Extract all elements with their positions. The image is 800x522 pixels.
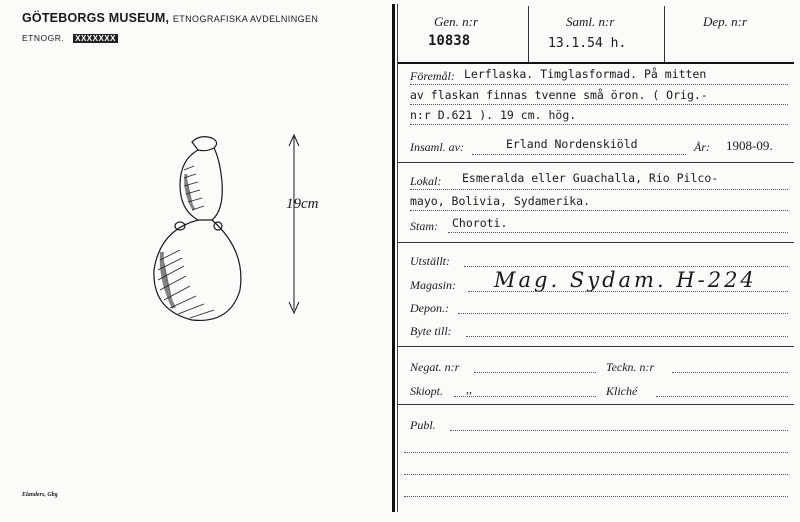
lokal-dots-1 (410, 189, 788, 190)
printer-mark: Elanders, Gbg (22, 492, 58, 498)
lokal-line-1: Esmeralda eller Guachalla, Rio Pilco- (462, 171, 719, 185)
publ-dots-2 (404, 452, 788, 453)
byte-dots (466, 336, 788, 337)
rule-top (398, 62, 794, 64)
measure-label: 19cm (286, 196, 319, 212)
skiopt-dots (454, 396, 596, 397)
rule-insaml (398, 162, 794, 163)
utstallt-label: Utställt: (410, 254, 451, 268)
stam-label: Stam: (410, 219, 438, 233)
depon-label: Depon.: (410, 301, 449, 315)
insaml-dots (472, 154, 686, 155)
etnogr-mark: XXXXXXX (75, 34, 116, 43)
rule-negat (398, 404, 794, 405)
foremal-line-1: Lerflaska. Timglasformad. På mitten (464, 67, 707, 81)
museum-name: GÖTEBORGS MUSEUM, (22, 11, 170, 25)
card-divider (392, 4, 395, 512)
lokal-dots-2 (410, 210, 788, 211)
card-divider-thin (397, 4, 398, 512)
etnogr-label: ETNOGR. (22, 33, 65, 43)
utstallt-dots (464, 266, 788, 267)
publ-dots-1 (450, 430, 788, 431)
number-col-sep-1 (528, 6, 529, 62)
byte-label: Byte till: (410, 324, 452, 338)
skiopt-ditto: ,, (466, 382, 472, 396)
measure-arrow (284, 132, 304, 316)
lokal-label: Lokal: (410, 174, 442, 188)
vessel-shading (158, 166, 214, 318)
ar-label: År: (694, 140, 710, 154)
negat-dots (474, 372, 596, 373)
foremal-line-3: n:r D.621 ). 19 cm. hög. (410, 108, 577, 122)
dep-nr-label: Dep. n:r (703, 14, 748, 29)
saml-nr-value: 13.1.54 h. (548, 36, 627, 51)
negat-label: Negat. n:r (410, 360, 460, 374)
skiopt-label: Skiopt. (410, 384, 443, 398)
museum-header (22, 11, 318, 25)
stam-dots (448, 232, 788, 233)
foremal-label: Föremål: (410, 69, 455, 83)
foremal-line-2: av flaskan finnas tvenne små öron. ( Orig.- (410, 88, 708, 102)
insaml-label: Insaml. av: (410, 140, 464, 154)
kliche-dots (656, 396, 788, 397)
gen-nr-value: 10838 (428, 33, 471, 49)
vessel-drawing (140, 130, 260, 330)
ar-value: 1908-09. (726, 138, 773, 153)
publ-dots-3 (404, 474, 788, 475)
stam-value: Choroti. (452, 216, 508, 230)
insaml-value: Erland Nordenskiöld (506, 137, 638, 151)
etnogr-line (22, 33, 118, 43)
publ-dots-4 (404, 496, 788, 497)
rule-magasin (398, 346, 794, 347)
gen-nr-label: Gen. n:r (434, 14, 479, 29)
rule-lokal (398, 242, 794, 243)
number-col-sep-2 (664, 6, 665, 62)
depon-dots (458, 313, 788, 314)
teckn-dots (672, 372, 788, 373)
teckn-label: Teckn. n:r (606, 360, 655, 374)
foremal-dots-1 (410, 84, 788, 85)
saml-nr-label: Saml. n:r (566, 14, 615, 29)
department-name: ETNOGRAFISKA AVDELNINGEN (172, 14, 319, 24)
publ-label: Publ. (410, 418, 436, 432)
magasin-value: Mag. Sydam. H-224 (494, 268, 757, 292)
kliche-label: Kliché (606, 384, 638, 398)
foremal-dots-3 (410, 124, 788, 125)
magasin-dots (468, 291, 788, 292)
lokal-line-2: mayo, Bolivia, Sydamerika. (410, 194, 591, 208)
magasin-label: Magasin: (410, 278, 456, 292)
foremal-dots-2 (410, 104, 788, 105)
